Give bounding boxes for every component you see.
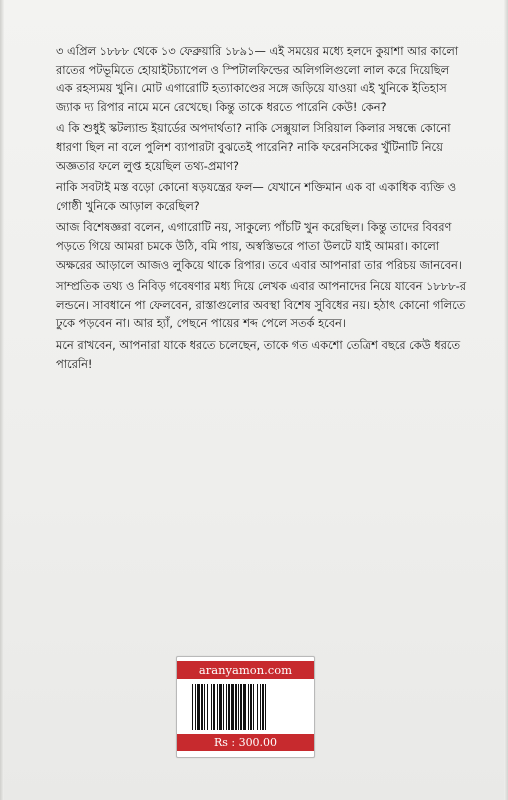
barcode-bar: [219, 684, 222, 730]
blurb-paragraph-5: সাম্প্রতিক তথ্য ও নিবিড় গবেষণার মধ্য দিয়ে লেখক এবার আপনাদের নিয়ে যাবেন ১৮৮৮-র লন্ডনে। সাবধানে পা ফেলবেন, রাস্তাগুলোর অবস্থা বিশেষ সুবিধের নয়। হঠাৎ কোনো গলিতে ঢুকে পড়বেন না। আর হ্যাঁ, পেছনে পায়ের শব্দ পেলে সতর্ক হবেন।: [56, 279, 466, 331]
publisher-website: aranyamon.com: [177, 661, 314, 679]
barcode-bar: [213, 684, 215, 730]
barcode-bar: [211, 684, 212, 730]
barcode-bar: [257, 684, 258, 730]
blurb-paragraph-3: নাকি সবটাই মস্ত বড়ো কোনো ষড়যন্ত্রের ফল— যেখানে শক্তিমান এক বা একাধিক ব্যক্তি ও গোষ্ঠী খুনিকে আড়াল করেছিল?: [56, 180, 457, 213]
barcode-bar: [260, 684, 261, 730]
barcode-bar: [197, 684, 200, 730]
barcode-bar: [204, 684, 205, 730]
barcode-bar: [201, 684, 203, 730]
barcode-bar: [217, 684, 218, 730]
blurb-paragraph-4: আজ বিশেষজ্ঞরা বলেন, এগারোটি নয়, সাকুল্যে পাঁচটি খুন করেছিল। কিন্তু তাদের বিবরণ পড়তে গিয়ে আমরা চমকে উঠি, বমি পায়, অস্বস্তিভরে পাতা উলটে যাই আমরা। কালো অক্ষরের আড়ালে আজও লুকিয়ে থাকে রিপার। তবে এবার আপনারা তার পরিচয় জানবেন।: [56, 220, 462, 272]
barcode-bar: [235, 684, 237, 730]
barcode-bar: [243, 684, 246, 730]
barcode-bar: [223, 684, 224, 730]
cover-left-edge: [0, 0, 4, 800]
barcode-bar: [195, 684, 196, 730]
blurb-paragraph-1: ৩ এপ্রিল ১৮৮৮ থেকে ১৩ ফেব্রুয়ারি ১৮৯১— এই সময়ের মধ্যে হলদে কুয়াশা আর কালো রাতের পটভূমিতে হোয়াইটচ্যাপেল ও স্পিটালফিল্ডের অলিগলিগুলো লাল করে দিয়েছিল এক রহস্যময় খুনি। মোট এগারোটি হত্যাকাণ্ডের সঙ্গে জড়িয়ে যাওয়া এই খুনিকে ইতিহাস জ্যাক দ্য রিপার নামে মনে রেখেছে। কিন্তু তাকে ধরতে পারেনি কেউ! কেন?: [56, 44, 459, 114]
blurb-paragraph-6: মনে রাখবেন, আপনারা যাকে ধরতে চলেছেন, তাকে গত একশো তেত্রিশ বছরে কেউ ধরতে পারেনি!: [56, 337, 461, 371]
barcode-bar: [231, 684, 234, 730]
blurb-text: [56, 42, 466, 373]
barcode-bar: [240, 684, 242, 730]
barcode-bar: [265, 684, 266, 730]
price-barcode-sticker: [176, 656, 315, 758]
barcode-bar: [262, 684, 264, 730]
barcode-bar: [248, 684, 249, 730]
barcode: [190, 684, 301, 730]
barcode-bar: [226, 684, 227, 730]
barcode-bar: [207, 684, 208, 730]
blurb-paragraph-2: এ কি শুধুই স্কটল্যান্ড ইয়ার্ডের অপদার্থতা? নাকি সেক্সুয়াল সিরিয়াল কিলার সম্বন্ধে কোনো ধারণা ছিল না বলে পুলিশ ব্যাপারটা বুঝতেই পারেনি? নাকি ফরেনসিকের খুঁটিনাটি নিয়ে অজ্ঞতার ফলে লুপ্ত হয়েছিল তথ্য-প্রমাণ?: [56, 121, 451, 173]
barcode-bar: [238, 684, 239, 730]
barcode-bar: [253, 684, 254, 730]
cover-right-edge: [504, 0, 508, 800]
barcode-bar: [228, 684, 230, 730]
barcode-bar: [192, 684, 193, 730]
price-label: Rs : 300.00: [177, 734, 314, 751]
barcode-bar: [250, 684, 252, 730]
